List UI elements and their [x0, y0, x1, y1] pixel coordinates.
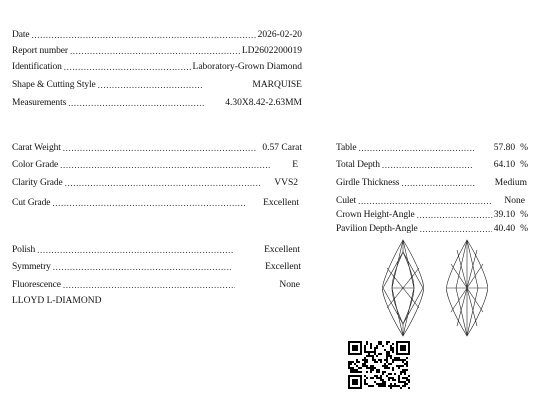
total-depth-row	[336, 156, 528, 170]
marquise-crown-diagram	[383, 240, 424, 336]
leader-dots	[382, 160, 472, 170]
leader-dots	[417, 210, 493, 220]
date-label: Date	[12, 30, 30, 40]
cut-grade-row	[12, 194, 299, 208]
shape-row	[12, 76, 302, 90]
pavilion-depth-angle-unit: %	[520, 224, 528, 234]
date-value: 2026-02-20	[257, 30, 302, 40]
color-grade-label: Color Grade	[12, 160, 59, 170]
leader-dots	[70, 46, 240, 56]
crown-height-angle-unit: %	[520, 210, 528, 220]
table-value: 57.80	[493, 143, 516, 153]
leader-dots	[52, 198, 245, 208]
crown-height-angle-label: Crown Height-Angle	[336, 210, 415, 220]
girdle-thickness-value: Medium	[494, 178, 527, 188]
leader-dots	[65, 178, 263, 188]
qr-code	[348, 341, 410, 389]
fluorescence-label: Fluorescence	[12, 280, 61, 290]
total-depth-unit: %	[520, 160, 528, 170]
clarity-grade-label: Clarity Grade	[12, 178, 63, 188]
table-unit: %	[520, 143, 528, 153]
culet-value: None	[504, 196, 525, 206]
clarity-grade-row	[12, 174, 298, 188]
polish-value: Excellent	[264, 245, 300, 255]
measurements-row	[12, 94, 302, 108]
identification-label: Identification	[12, 62, 62, 72]
leader-dots	[63, 280, 236, 290]
report-number-value: LD2602200019	[241, 46, 302, 56]
pavilion-depth-angle-value: 40.40	[493, 224, 516, 234]
carat-weight-value: 0.57 Carat	[262, 143, 302, 153]
culet-label: Culet	[336, 196, 357, 206]
girdle-thickness-label: Girdle Thickness	[336, 178, 400, 188]
pavilion-depth-angle-label: Pavilion Depth-Angle	[336, 224, 418, 234]
leader-dots	[32, 30, 256, 40]
fluorescence-row	[12, 276, 300, 290]
clarity-grade-value: VVS2	[274, 178, 298, 188]
date-row	[12, 26, 302, 40]
leader-dots	[53, 262, 231, 272]
leader-dots	[420, 224, 492, 234]
carat-weight-label: Carat Weight	[12, 143, 61, 153]
table-row	[336, 139, 528, 153]
polish-row	[12, 241, 300, 255]
culet-row	[336, 192, 525, 206]
symmetry-value: Excellent	[265, 262, 301, 272]
cut-grade-value: Excellent	[263, 198, 299, 208]
cut-grade-label: Cut Grade	[12, 198, 51, 208]
identification-row	[12, 58, 302, 72]
leader-dots	[63, 143, 257, 153]
leader-dots	[98, 80, 203, 90]
leader-dots	[358, 143, 473, 153]
report-number-label: Report number	[12, 46, 68, 56]
leader-dots	[60, 160, 270, 170]
polish-label: Polish	[12, 245, 36, 255]
total-depth-value: 64.10	[493, 160, 516, 170]
symmetry-row	[12, 258, 301, 272]
crown-height-angle-value: 39.10	[493, 210, 516, 220]
shape-label: Shape & Cutting Style	[12, 80, 96, 90]
carat-weight-row	[12, 139, 302, 153]
shape-value: MARQUISE	[252, 80, 302, 90]
report-number-row	[12, 42, 302, 56]
inscription: LLOYD L-DIAMOND	[12, 296, 102, 306]
measurements-label: Measurements	[12, 98, 67, 108]
table-label: Table	[336, 143, 357, 153]
girdle-thickness-row	[336, 174, 527, 188]
leader-dots	[68, 98, 205, 108]
measurements-value: 4.30X8.42-2.63MM	[225, 98, 302, 108]
crown-height-angle-row	[336, 206, 528, 220]
fluorescence-value: None	[279, 280, 300, 290]
pavilion-depth-angle-row	[336, 220, 528, 234]
symmetry-label: Symmetry	[12, 262, 51, 272]
leader-dots	[358, 196, 492, 206]
total-depth-label: Total Depth	[336, 160, 380, 170]
leader-dots	[401, 178, 474, 188]
color-grade-value: E	[292, 160, 298, 170]
leader-dots	[37, 245, 234, 255]
color-grade-row	[12, 156, 298, 170]
leader-dots	[64, 62, 191, 72]
identification-value: Laboratory-Grown Diamond	[192, 62, 302, 72]
marquise-diagrams	[377, 238, 517, 338]
marquise-pavilion-diagram	[447, 240, 488, 336]
